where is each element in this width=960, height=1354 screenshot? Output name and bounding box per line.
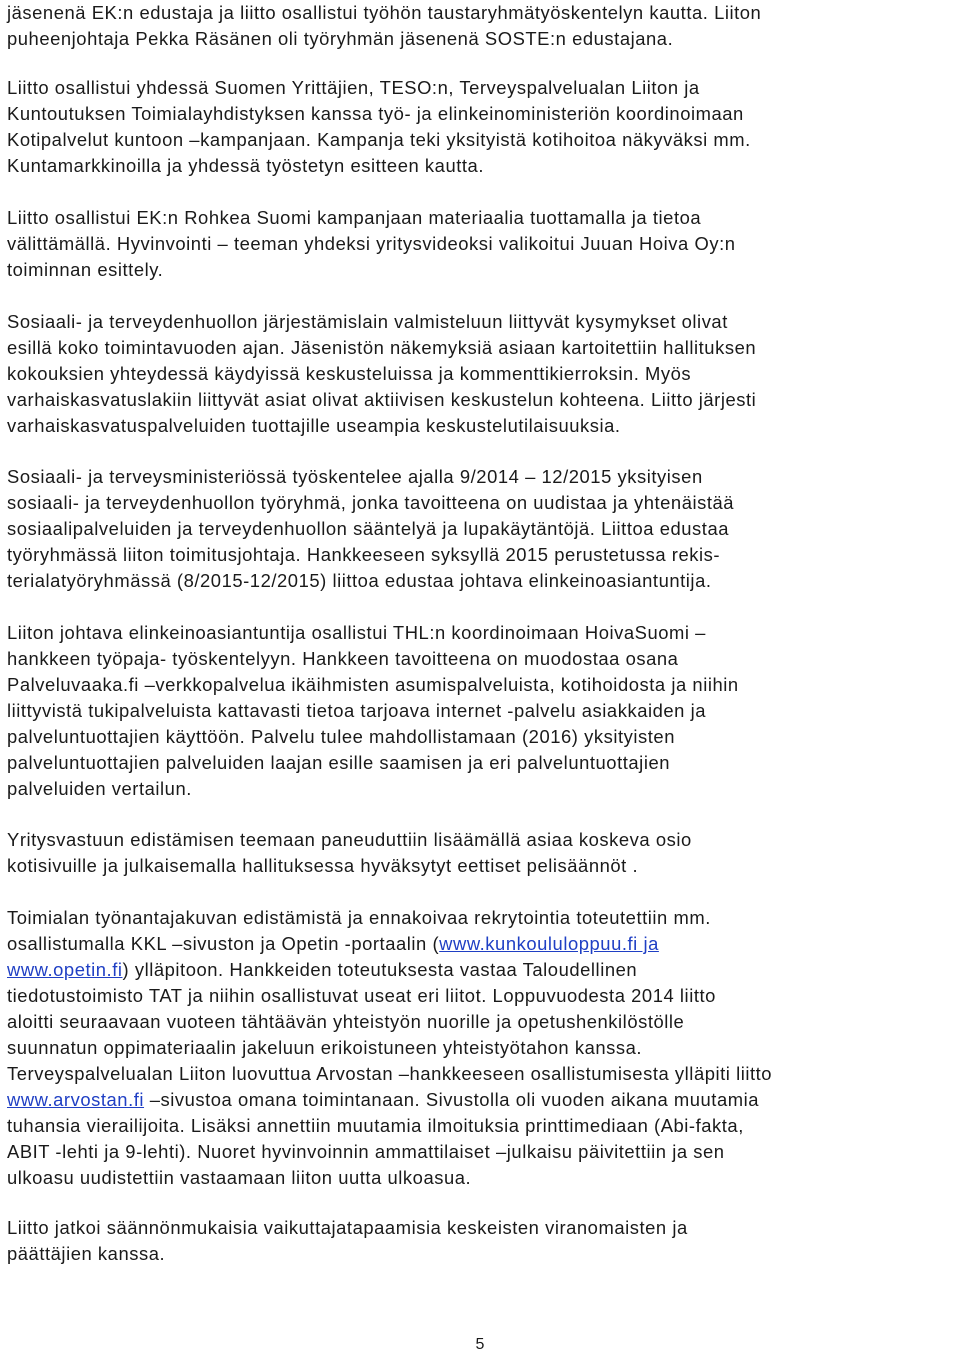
text-line: varhaiskasvatuspalveluiden tuottajille useampia keskustelutilaisuuksia.: [7, 415, 621, 436]
text-line: Liitto jatkoi säännönmukaisia vaikuttajatapaamisia keskeisten viranomaisten ja: [7, 1217, 688, 1238]
text-line: varhaiskasvatuslakiin liittyvät asiat olivat aktiivisen keskustelun kohteena. Liitto järjesti: [7, 389, 757, 410]
page-number: 5: [475, 1336, 485, 1353]
text-line: sosiaalipalveluiden ja terveydenhuollon sääntelyä ja lupakäytäntöjä. Liittoa edustaa: [7, 518, 730, 539]
text-line: tiedotustoimisto TAT ja niihin osallistuvat useat eri liitot. Loppuvuodesta 2014 liitto: [7, 985, 716, 1006]
text-line: Liiton johtava elinkeinoasiantuntija osallistui THL:n koordinoimaan HoivaSuomi –: [7, 622, 706, 643]
text-line: Kuntoutuksen Toimialayhdistyksen kanssa työ- ja elinkeinoministeriön koordinoimaan: [7, 103, 744, 124]
link-kunkoululoppuu[interactable]: www.kunkoululoppuu.fi ja: [439, 933, 659, 954]
link-opetin[interactable]: www.opetin.fi: [7, 959, 123, 980]
paragraph-yritysvastuu: [7, 827, 959, 879]
text-line: aloitti seuraavaan vuoteen tähtäävän yhteistyön nuorille ja opetushenkilöstölle: [7, 1011, 685, 1032]
text-line: [7, 931, 959, 957]
link-arvostan[interactable]: www.arvostan.fi: [7, 1089, 145, 1110]
paragraph-viranomaiset: [7, 1215, 959, 1267]
text-line: [7, 1087, 959, 1113]
text-segment: –sivustoa omana toimintanaan. Sivustolla oli vuoden aikana muutamia: [144, 1089, 760, 1110]
text-line: palveluntuottajien käyttöön. Palvelu tulee mahdollistamaan (2016) yksityisten: [7, 726, 675, 747]
paragraph-stm-tyoryhma: [7, 464, 959, 594]
text-line: sosiaali- ja terveydenhuollon työryhmä, jonka tavoitteena on uudistaa ja yhtenäistää: [7, 492, 735, 513]
text-line: esillä koko toimintavuoden ajan. Jäsenistön näkemyksiä asiaan kartoitettiin hallituksen: [7, 337, 757, 358]
text-line: ABIT -lehti ja 9-lehti). Nuoret hyvinvoinnin ammattilaiset –julkaisu päivitettiin ja sen: [7, 1141, 725, 1162]
text-line: Kuntamarkkinoilla ja yhdessä työstetyn esitteen kautta.: [7, 155, 484, 176]
text-line: Sosiaali- ja terveydenhuollon järjestämislain valmisteluun liittyvät kysymykset olivat: [7, 311, 728, 332]
text-line: Sosiaali- ja terveysministeriössä työskentelee ajalla 9/2014 – 12/2015 yksityisen: [7, 466, 703, 487]
text-line: Yritysvastuun edistämisen teemaan paneuduttiin lisäämällä asiaa koskeva osio: [7, 829, 692, 850]
text-line: liittyvistä tukipalveluista kattavasti tietoa tarjoava internet -palvelu asiakkaiden ja: [7, 700, 707, 721]
text-line: Kotipalvelut kuntoon –kampanjaan. Kampanja teki yksityistä kotihoitoa näkyväksi mm.: [7, 129, 751, 150]
text-line: välittämällä. Hyvinvointi – teeman yhdeksi yritysvideoksi valikoitui Juuan Hoiva Oy:n: [7, 233, 736, 254]
text-line: kotisivuille ja julkaisemalla hallituksessa hyväksytyt eettiset pelisäännöt .: [7, 855, 639, 876]
text-line: Terveyspalvelualan Liiton luovuttua Arvostan –hankkeeseen osallistumisesta ylläpiti liitto: [7, 1063, 773, 1084]
text-line: suunnatun oppimateriaalin jakeluun erikoistuneen yhteistyötahon kanssa.: [7, 1037, 643, 1058]
text-line: ulkoasu uudistettiin vastaamaan liiton uutta ulkoasua.: [7, 1167, 472, 1188]
text-line: palveluntuottajien palveluiden laajan esille saamisen ja eri palveluntuottajien: [7, 752, 671, 773]
text-line: Liitto osallistui yhdessä Suomen Yrittäjien, TESO:n, Terveyspalvelualan Liiton ja: [7, 77, 700, 98]
text-segment: osallistumalla KKL –sivuston ja Opetin -portaalin (: [7, 933, 440, 954]
text-line: jäsenenä EK:n edustaja ja liitto osallistui työhön taustaryhmätyöskentelyn kautta. Liiton: [7, 2, 762, 23]
text-line: työryhmässä liiton toimitusjohtaja. Hankkeeseen syksyllä 2015 perustetussa rekis-: [7, 544, 721, 565]
paragraph-rohkea-suomi: [7, 205, 959, 283]
text-line: Palveluvaaka.fi –verkkopalvelua ikäihmisten asumispalveluista, kotihoidosta ja niihin: [7, 674, 739, 695]
paragraph-sote-lainsaadanto: [7, 309, 959, 439]
text-line: [7, 957, 959, 983]
paragraph-hoivasuomi: [7, 620, 959, 802]
paragraph-intro: [7, 0, 959, 52]
text-line: Liitto osallistui EK:n Rohkea Suomi kampanjaan materiaalia tuottamalla ja tietoa: [7, 207, 702, 228]
text-line: terialatyöryhmässä (8/2015-12/2015) liittoa edustaa johtava elinkeinoasiantuntija.: [7, 570, 712, 591]
text-line: Toimialan työnantajakuvan edistämistä ja ennakoivaa rekrytointia toteutettiin mm.: [7, 907, 711, 928]
text-line: kokouksien yhteydessä käydyissä keskusteluissa ja kommenttikierroksin. Myös: [7, 363, 692, 384]
text-line: puheenjohtaja Pekka Räsänen oli työryhmän jäsenenä SOSTE:n edustajana.: [7, 28, 674, 49]
text-line: päättäjien kanssa.: [7, 1243, 166, 1264]
paragraph-kotipalvelut: [7, 75, 959, 179]
text-line: palveluiden vertailun.: [7, 778, 192, 799]
text-segment: ) ylläpitoon. Hankkeiden toteutuksesta vastaa Taloudellinen: [122, 959, 638, 980]
text-line: tuhansia vierailijoita. Lisäksi annettiin muutamia ilmoituksia printtimediaan (Abi-fakta,: [7, 1115, 744, 1136]
text-line: toiminnan esittely.: [7, 259, 164, 280]
paragraph-tyonantajakuva: [7, 905, 959, 1191]
text-line: hankkeen työpaja- työskentelyyn. Hankkeen tavoitteena on muodostaa osana: [7, 648, 679, 669]
